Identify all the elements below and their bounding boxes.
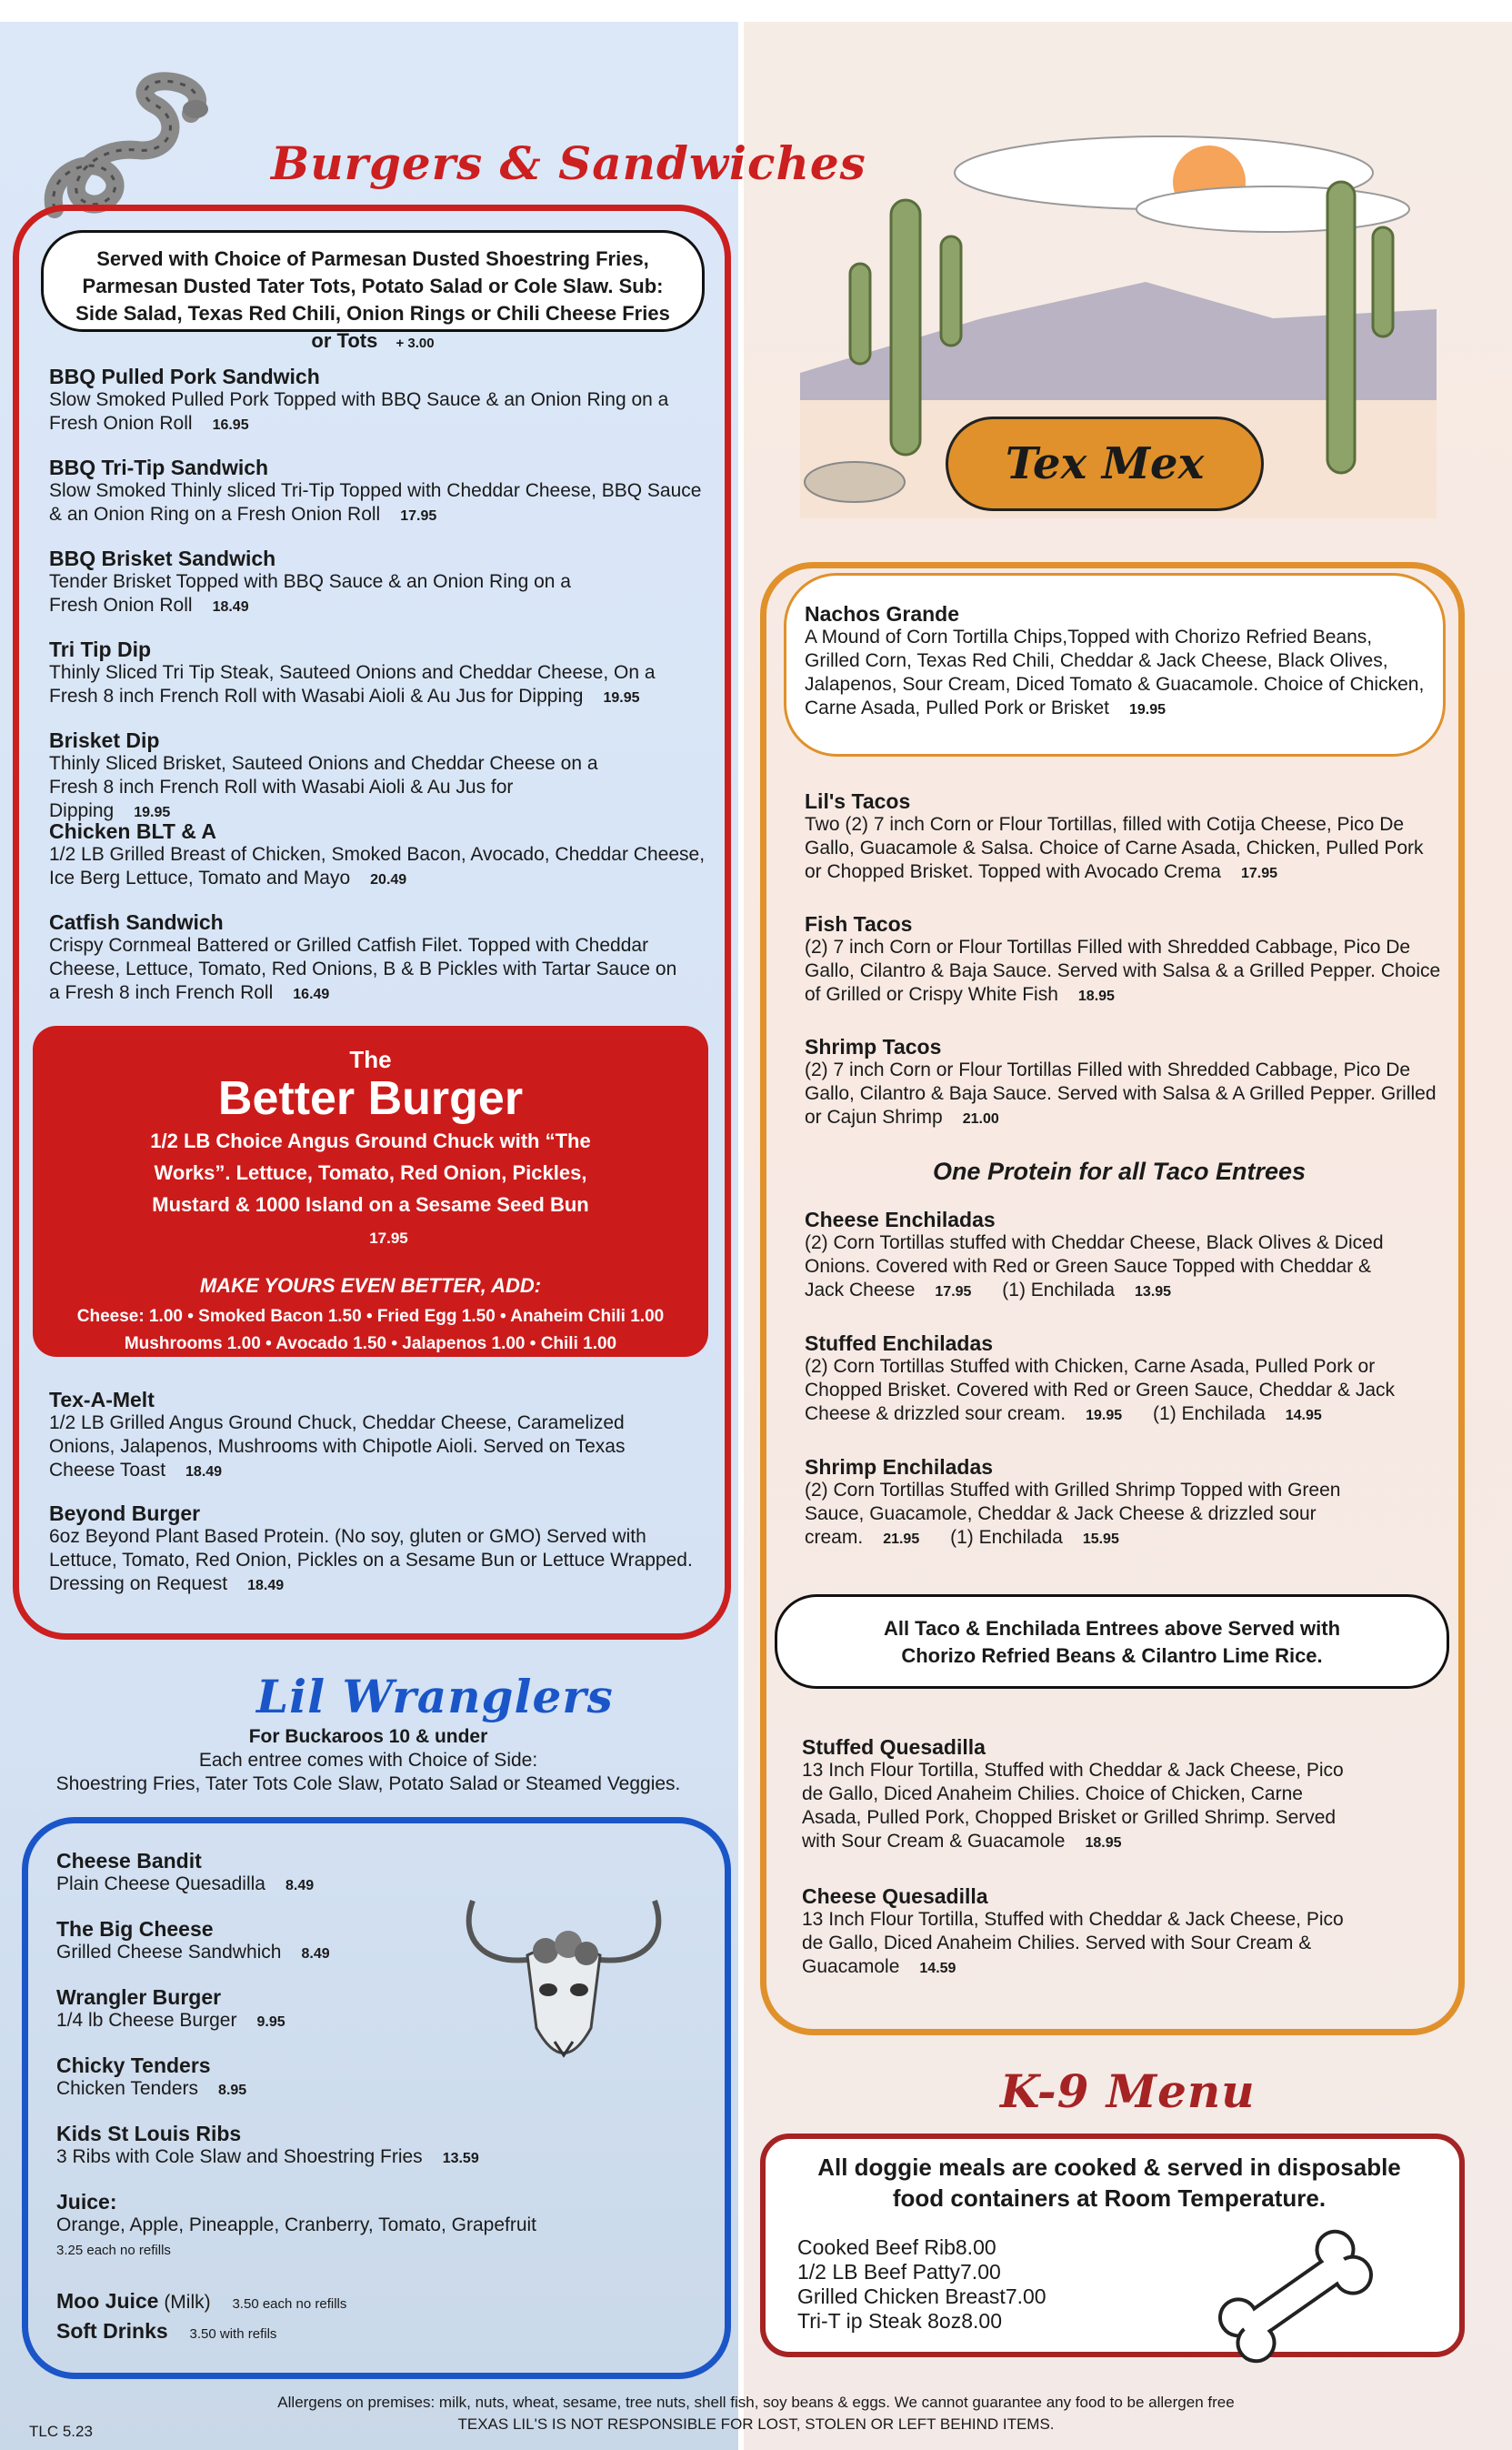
item-name: Stuffed Quesadilla <box>802 1735 986 1759</box>
k9-item <box>797 2260 1046 2284</box>
menu-item <box>805 789 1441 886</box>
item-desc: Orange, Apple, Pineapple, Cranberry, Tomato, Grapefruit <box>56 2214 537 2235</box>
item-name: Shrimp Enchiladas <box>805 1455 994 1479</box>
item-price: 7.00 <box>960 2260 1001 2284</box>
item-name: BBQ Tri-Tip Sandwich <box>49 456 269 479</box>
menu-item <box>49 1501 704 1598</box>
item-price: 16.95 <box>212 417 249 433</box>
sides-upcharge: + 3.00 <box>396 336 435 351</box>
item-price: 8.00 <box>955 2235 996 2259</box>
item-price: 8.95 <box>218 2083 247 2098</box>
menu-item <box>49 547 613 619</box>
k9-item <box>797 2235 1046 2260</box>
menu-item <box>49 1388 649 1484</box>
item-name: Cooked Beef Rib <box>797 2235 956 2259</box>
disclaimer: TEXAS LIL'S IS NOT RESPONSIBLE FOR LOST, STOLEN OR LEFT BEHIND ITEMS. <box>457 2415 1055 2433</box>
item-price: 3.50 with refils <box>189 2326 277 2342</box>
item-desc: Plain Cheese Quesadilla <box>56 1873 265 1894</box>
menu-item <box>802 1884 1366 1981</box>
menu-item <box>805 602 1432 722</box>
addons-title: MAKE YOURS EVEN BETTER, ADD: <box>199 1274 542 1297</box>
better-burger-title: Better Burger <box>217 1072 524 1125</box>
item-desc: 1/2 LB Grilled Breast of Chicken, Smoked Bacon, Avocado, Cheddar Cheese, Ice Berg Lettuce, Tomato and Mayo <box>49 844 706 889</box>
menu-item <box>805 1455 1350 1551</box>
item-price: 19.95 <box>1129 702 1167 718</box>
item-paren: (Milk) <box>164 2292 211 2313</box>
item-single-price: 13.95 <box>1135 1284 1172 1300</box>
item-price: 16.49 <box>293 987 330 1002</box>
wranglers-subtitle: For Buckaroos 10 & under <box>248 1726 488 1747</box>
version-label: TLC 5.23 <box>29 2423 93 2440</box>
item-desc: Two (2) 7 inch Corn or Flour Tortillas, filled with Cotija Cheese, Pico De Gallo, Guacamole & Salsa. Choice of Carne Asada, Chicken, Pulled Pork or Chopped Brisket. Topped with Avocado Crema <box>805 814 1424 882</box>
sides-note <box>41 230 705 352</box>
texmex-title-badge <box>946 417 1264 511</box>
item-name: Cheese Bandit <box>56 1849 202 1873</box>
menu-item <box>805 1331 1423 1428</box>
item-name: Chicken BLT & A <box>49 819 217 843</box>
item-price: 19.95 <box>134 805 171 820</box>
served-note-text: All Taco & Enchilada Entrees above Served with Chorizo Refried Beans & Cilantro Lime Rice. <box>883 1617 1341 1667</box>
item-price: 14.59 <box>919 1961 956 1976</box>
menu-item <box>49 456 704 528</box>
better-burger-desc: 1/2 LB Choice Angus Ground Chuck with “The Works”. Lettuce, Tomato, Red Onion, Pickles, Mustard & 1000 Island on a Sesame Seed Bun <box>150 1130 591 1216</box>
item-desc: 1/4 lb Cheese Burger <box>56 2010 237 2031</box>
item-name: Grilled Chicken Breast <box>797 2284 1006 2308</box>
item-desc: A Mound of Corn Tortilla Chips,Topped with Chorizo Refried Beans, Grilled Corn, Texas Red Chili, Cheddar & Jack Cheese, Black Olives, Jalapenos, Sour Cream, Diced Tomato & Guacamole. Choice of Chicken, Carne Asada, Pulled Pork or Brisket <box>805 627 1425 718</box>
item-desc: (2) 7 inch Corn or Flour Tortillas Filled with Shredded Cabbage, Pico De Gallo, Cilantro & Baja Sauce. Served with Salsa & A Grilled Pepper. Grilled or Cajun Shrimp <box>805 1059 1437 1128</box>
better-burger-box <box>33 1026 708 1357</box>
item-desc: (2) 7 inch Corn or Flour Tortillas Filled with Shredded Cabbage, Pico De Gallo, Cilantro & Baja Sauce. Served with Salsa & a Grilled Pepper. Choice of Grilled or Crispy White Fish <box>805 937 1441 1005</box>
item-price: 8.49 <box>301 1946 330 1962</box>
item-name: Cheese Quesadilla <box>802 1884 988 1908</box>
item-name: Kids St Louis Ribs <box>56 2122 242 2145</box>
sides-note-text: Served with Choice of Parmesan Dusted Shoestring Fries, Parmesan Dusted Tater Tots, Potato Salad or Cole Slaw. Sub: Side Salad, Texas Red Chili, Onion Rings or Chili Cheese Fries or Tots <box>75 247 670 352</box>
item-name: The Big Cheese <box>56 1917 214 1941</box>
item-price: 18.49 <box>212 599 249 615</box>
juice-item <box>56 2190 638 2263</box>
menu-item <box>56 1917 438 1966</box>
item-price: 3.25 each no refills <box>56 2243 171 2258</box>
item-name: Shrimp Tacos <box>805 1035 942 1059</box>
k9-note: All doggie meals are cooked & served in disposable food containers at Room Temperature. <box>817 2154 1401 2212</box>
better-burger-price: 17.95 <box>369 1230 408 1247</box>
item-price: 19.95 <box>1086 1408 1123 1423</box>
item-name: Stuffed Enchiladas <box>805 1331 994 1355</box>
texmex-title: Tex Mex <box>1005 438 1205 489</box>
item-name: Wrangler Burger <box>56 1985 222 2009</box>
item-name: Nachos Grande <box>805 602 959 626</box>
menu-item <box>805 912 1441 1009</box>
item-desc: Crispy Cornmeal Battered or Grilled Catfish Filet. Topped with Cheddar Cheese, Lettuce, Tomato, Red Onions, B & B Pickles with Tartar Sauce on a Fresh 8 inch French Roll <box>49 935 677 1003</box>
item-price: 17.95 <box>935 1284 972 1300</box>
soft-drinks-item <box>56 2319 511 2346</box>
item-desc: Thinly Sliced Brisket, Sauteed Onions and Cheddar Cheese on a Fresh 8 inch French Roll with Wasabi Aioli & Au Jus for Dipping <box>49 753 598 821</box>
item-desc: (2) Corn Tortillas stuffed with Cheddar Cheese, Black Olives & Diced Onions. Covered with Red or Green Sauce Topped with Cheddar & Jack Cheese <box>805 1232 1384 1300</box>
menu-item <box>49 638 704 710</box>
item-price: 18.95 <box>1077 989 1115 1004</box>
item-desc: 13 Inch Flour Tortilla, Stuffed with Cheddar & Jack Cheese, Pico de Gallo, Diced Anaheim Chilies. Choice of Chicken, Carne Asada, Pulled Pork, Chopped Brisket or Grilled Shrimp. Served with Sour Cream & Guacamole <box>802 1760 1344 1852</box>
served-note <box>775 1594 1449 1689</box>
item-name: Catfish Sandwich <box>49 910 224 934</box>
item-desc: (2) Corn Tortillas Stuffed with Chicken, Carne Asada, Pulled Pork or Chopped Brisket. Covered with Red or Green Sauce, Cheddar & Jack Cheese & drizzled sour cream. <box>805 1356 1396 1424</box>
menu-item <box>56 1849 438 1898</box>
item-name: Fish Tacos <box>805 912 913 936</box>
item-price: 18.49 <box>185 1464 223 1480</box>
moo-juice-item <box>56 2289 511 2316</box>
k9-item <box>797 2284 1046 2309</box>
item-price: 18.95 <box>1085 1835 1122 1851</box>
menu-item <box>56 2122 566 2171</box>
item-single: (1) Enchilada <box>1002 1280 1116 1300</box>
menu-item <box>49 728 631 825</box>
menu-item <box>805 1035 1441 1131</box>
item-name: Juice: <box>56 2190 117 2214</box>
item-single-price: 14.95 <box>1285 1408 1322 1423</box>
item-desc: 13 Inch Flour Tortilla, Stuffed with Cheddar & Jack Cheese, Pico de Gallo, Diced Anaheim Chilies. Served with Sour Cream & Guacamole <box>802 1909 1344 1977</box>
burgers-title: Burgers & Sandwiches <box>271 136 866 190</box>
item-price: 13.59 <box>442 2151 479 2166</box>
item-price: 21.00 <box>962 1111 999 1127</box>
dog-bone-icon <box>1200 2219 1391 2374</box>
k9-item <box>797 2309 1046 2334</box>
item-price: 19.95 <box>603 690 640 706</box>
item-desc: Thinly Sliced Tri Tip Steak, Sauteed Onions and Cheddar Cheese, On a Fresh 8 inch French Roll with Wasabi Aioli & Au Jus for Dipping <box>49 662 656 707</box>
k9-list <box>797 2235 1046 2334</box>
menu-item <box>802 1735 1366 1855</box>
item-price: 8.00 <box>961 2309 1002 2333</box>
better-burger-desc-wrap <box>33 1123 708 1254</box>
item-name: Soft Drinks <box>56 2319 168 2343</box>
wranglers-note-1: Each entree comes with Choice of Side: <box>198 1750 538 1771</box>
menu-item <box>49 910 686 1007</box>
item-price: 3.50 each no refills <box>232 2296 347 2312</box>
item-price: 21.95 <box>883 1531 920 1547</box>
item-price: 8.49 <box>285 1878 315 1893</box>
item-price: 20.49 <box>370 872 407 888</box>
item-desc: Chicken Tenders <box>56 2078 199 2099</box>
item-name: 1/2 LB Beef Patty <box>797 2260 961 2284</box>
one-protein-note: One Protein for all Taco Entrees <box>932 1158 1307 1185</box>
item-single: (1) Enchilada <box>1153 1403 1266 1424</box>
item-single: (1) Enchilada <box>950 1527 1063 1548</box>
item-desc: Tender Brisket Topped with BBQ Sauce & an Onion Ring on a Fresh Onion Roll <box>49 571 571 616</box>
item-name: Chicky Tenders <box>56 2053 211 2077</box>
item-price: 9.95 <box>256 2014 285 2030</box>
item-name: Beyond Burger <box>49 1501 201 1525</box>
allergen-notice: Allergens on premises: milk, nuts, wheat, sesame, tree nuts, shell fish, soy beans & eggs. We cannot guarantee any food to be allergen free <box>277 2394 1235 2411</box>
item-price: 7.00 <box>1005 2284 1046 2308</box>
item-desc: Slow Smoked Thinly sliced Tri-Tip Topped with Cheddar Cheese, BBQ Sauce & an Onion Ring on a Fresh Onion Roll <box>49 480 702 525</box>
menu-item <box>49 365 704 437</box>
item-name: Lil's Tacos <box>805 789 911 813</box>
item-desc: 1/2 LB Grilled Angus Ground Chuck, Cheddar Cheese, Caramelized Onions, Jalapenos, Mushrooms with Chipotle Aioli. Served on Texas Cheese Toast <box>49 1412 626 1481</box>
item-name: Brisket Dip <box>49 728 160 752</box>
item-desc: Slow Smoked Pulled Pork Topped with BBQ Sauce & an Onion Ring on a Fresh Onion Roll <box>49 389 669 434</box>
item-single-price: 15.95 <box>1082 1531 1119 1547</box>
menu-item <box>56 2053 438 2103</box>
item-name: Cheese Enchiladas <box>805 1208 996 1231</box>
item-name: BBQ Pulled Pork Sandwich <box>49 365 320 388</box>
item-price: 18.49 <box>247 1578 285 1593</box>
item-name: Tex-A-Melt <box>49 1388 155 1411</box>
rattlesnake-icon <box>36 64 227 227</box>
item-name: Tri-T ip Steak 8oz <box>797 2309 962 2333</box>
item-price: 17.95 <box>400 508 437 524</box>
wranglers-title: Lil Wranglers <box>256 1670 614 1723</box>
item-price: 17.95 <box>1241 866 1278 881</box>
wranglers-note-2: Shoestring Fries, Tater Tots Cole Slaw, Potato Salad or Steamed Veggies. <box>55 1773 681 1794</box>
item-name: Tri Tip Dip <box>49 638 152 661</box>
addons-line-2: Mushrooms 1.00 • Avocado 1.50 • Jalapenos 1.00 • Chili 1.00 <box>124 1334 617 1353</box>
item-desc: 3 Ribs with Cole Slaw and Shoestring Fries <box>56 2146 423 2167</box>
item-desc: Grilled Cheese Sandwhich <box>56 1942 282 1963</box>
item-name: BBQ Brisket Sandwich <box>49 547 276 570</box>
item-desc: (2) Corn Tortillas Stuffed with Grilled Shrimp Topped with Green Sauce, Guacamole, Cheddar & Jack Cheese & drizzled sour cream. <box>805 1480 1341 1548</box>
addons-line-1: Cheese: 1.00 • Smoked Bacon 1.50 • Fried Egg 1.50 • Anaheim Chili 1.00 <box>76 1307 665 1326</box>
item-name: Moo Juice <box>56 2289 159 2313</box>
menu-item <box>805 1208 1387 1304</box>
menu-item <box>56 1985 438 2034</box>
better-burger-the: The <box>349 1046 392 1073</box>
k9-title: K-9 Menu <box>1000 2064 1256 2118</box>
steer-skull-icon <box>455 1883 673 2092</box>
menu-item <box>49 819 713 892</box>
item-desc: 6oz Beyond Plant Based Protein. (No soy, gluten or GMO) Served with Lettuce, Tomato, Red Onion, Pickles on a Sesame Bun or Lettuce Wrapped. Dressing on Request <box>49 1526 693 1594</box>
